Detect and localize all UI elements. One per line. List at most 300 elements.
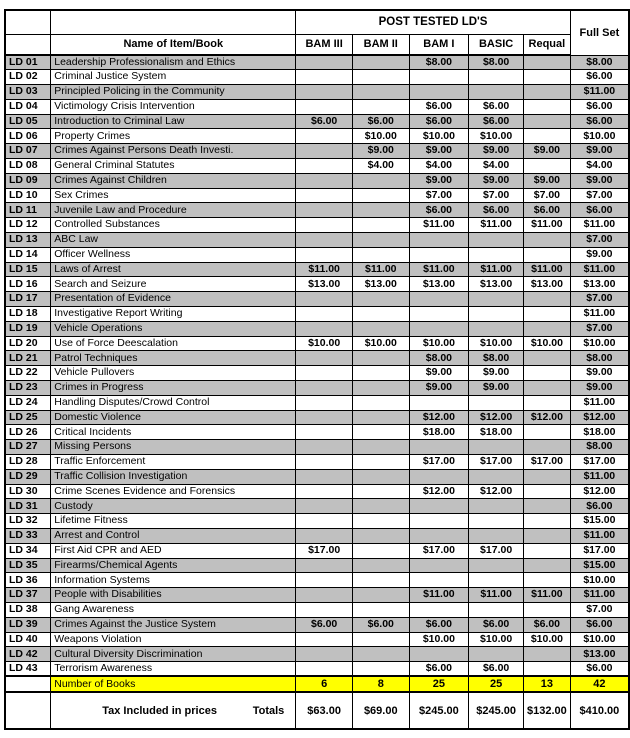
price-cell: $18.00 <box>469 425 524 440</box>
table-row <box>5 99 629 114</box>
total-cell: $63.00 <box>296 692 353 729</box>
table-row <box>5 292 629 307</box>
price-cell: $17.00 <box>409 543 469 558</box>
price-cell <box>409 558 469 573</box>
item-name-cell: Weapons Violation <box>51 632 296 647</box>
item-name-cell: Information Systems <box>51 573 296 588</box>
price-cell <box>409 469 469 484</box>
price-cell <box>409 233 469 248</box>
price-cell <box>296 321 353 336</box>
price-cell: $8.00 <box>409 55 469 70</box>
books-count-cell: 13 <box>524 676 571 692</box>
item-name-cell: Criminal Justice System <box>51 70 296 85</box>
price-cell <box>296 588 353 603</box>
price-cell: $7.00 <box>570 188 629 203</box>
price-cell <box>469 558 524 573</box>
table-row <box>5 247 629 262</box>
price-cell <box>524 529 571 544</box>
ld-price-table <box>4 9 630 730</box>
table-row <box>5 381 629 396</box>
price-cell: $12.00 <box>469 410 524 425</box>
price-cell: $12.00 <box>524 410 571 425</box>
full-set-header: Full Set <box>570 10 629 55</box>
total-cell: $69.00 <box>352 692 409 729</box>
item-name-cell: Vehicle Operations <box>51 321 296 336</box>
item-name-cell: Officer Wellness <box>51 247 296 262</box>
table-row <box>5 70 629 85</box>
col-header-bam3: BAM III <box>296 34 353 55</box>
table-row <box>5 233 629 248</box>
item-name-cell: Crimes in Progress <box>51 381 296 396</box>
price-cell <box>409 307 469 322</box>
price-cell: $4.00 <box>409 159 469 174</box>
ld-number-cell: LD 01 <box>5 55 51 70</box>
price-cell <box>296 366 353 381</box>
ld-number-cell: LD 14 <box>5 247 51 262</box>
books-count-cell: 25 <box>469 676 524 692</box>
table-row <box>5 277 629 292</box>
table-row <box>5 218 629 233</box>
price-cell: $7.00 <box>524 188 571 203</box>
price-cell: $12.00 <box>570 410 629 425</box>
price-cell <box>296 573 353 588</box>
price-cell <box>409 514 469 529</box>
ld-number-cell: LD 12 <box>5 218 51 233</box>
price-cell <box>524 440 571 455</box>
price-cell <box>409 602 469 617</box>
ld-number-cell: LD 39 <box>5 617 51 632</box>
price-cell: $6.00 <box>469 99 524 114</box>
price-cell: $9.00 <box>524 144 571 159</box>
price-cell: $6.00 <box>409 617 469 632</box>
table-row <box>5 321 629 336</box>
price-cell <box>469 529 524 544</box>
price-cell <box>352 395 409 410</box>
price-cell <box>352 469 409 484</box>
price-cell: $9.00 <box>570 247 629 262</box>
price-cell <box>352 307 409 322</box>
price-cell <box>469 70 524 85</box>
price-cell: $11.00 <box>469 262 524 277</box>
table-row <box>5 662 629 677</box>
price-cell <box>296 484 353 499</box>
ld-number-cell: LD 29 <box>5 469 51 484</box>
price-cell <box>296 410 353 425</box>
item-name-cell: Traffic Collision Investigation <box>51 469 296 484</box>
price-cell <box>524 662 571 677</box>
price-cell <box>296 632 353 647</box>
price-cell: $12.00 <box>409 484 469 499</box>
price-cell <box>296 395 353 410</box>
books-count-cell: 8 <box>352 676 409 692</box>
price-cell <box>524 247 571 262</box>
totals-blank-cell <box>5 692 51 729</box>
ld-header-blank2 <box>5 34 51 55</box>
item-name-cell: Introduction to Criminal Law <box>51 114 296 129</box>
item-name-cell: Gang Awareness <box>51 602 296 617</box>
price-cell: $7.00 <box>570 292 629 307</box>
item-name-cell: Firearms/Chemical Agents <box>51 558 296 573</box>
ld-number-cell: LD 26 <box>5 425 51 440</box>
price-cell <box>352 99 409 114</box>
price-cell: $10.00 <box>524 336 571 351</box>
price-cell <box>524 499 571 514</box>
price-cell <box>352 381 409 396</box>
price-cell <box>469 469 524 484</box>
price-cell: $7.00 <box>570 321 629 336</box>
price-cell: $9.00 <box>409 144 469 159</box>
ld-number-cell: LD 43 <box>5 662 51 677</box>
books-blank-cell <box>5 676 51 692</box>
item-name-cell: Search and Seizure <box>51 277 296 292</box>
price-cell: $17.00 <box>570 455 629 470</box>
price-cell: $6.00 <box>570 617 629 632</box>
price-cell: $11.00 <box>570 395 629 410</box>
table-row <box>5 543 629 558</box>
total-cell: $410.00 <box>570 692 629 729</box>
summary-rows <box>5 676 629 729</box>
table-row <box>5 602 629 617</box>
price-cell <box>296 662 353 677</box>
price-cell: $10.00 <box>524 632 571 647</box>
ld-number-cell: LD 25 <box>5 410 51 425</box>
price-cell <box>409 70 469 85</box>
price-cell: $6.00 <box>469 203 524 218</box>
price-cell: $6.00 <box>524 617 571 632</box>
price-cell <box>409 247 469 262</box>
ld-number-cell: LD 18 <box>5 307 51 322</box>
price-cell <box>352 647 409 662</box>
price-cell: $18.00 <box>570 425 629 440</box>
number-of-books-row <box>5 676 629 692</box>
price-cell <box>524 573 571 588</box>
table-row <box>5 55 629 70</box>
table-row <box>5 351 629 366</box>
price-cell: $11.00 <box>352 262 409 277</box>
price-cell: $10.00 <box>570 129 629 144</box>
table-row <box>5 395 629 410</box>
ld-rows <box>5 55 629 676</box>
price-cell <box>524 425 571 440</box>
price-cell <box>469 514 524 529</box>
item-name-cell: First Aid CPR and AED <box>51 543 296 558</box>
price-cell: $8.00 <box>570 351 629 366</box>
price-cell: $9.00 <box>469 381 524 396</box>
price-cell <box>296 440 353 455</box>
item-name-cell: Crimes Against Children <box>51 173 296 188</box>
price-cell <box>296 173 353 188</box>
price-cell <box>296 70 353 85</box>
price-cell: $6.00 <box>469 114 524 129</box>
price-cell <box>352 233 409 248</box>
price-cell: $8.00 <box>469 55 524 70</box>
table-row <box>5 188 629 203</box>
price-cell: $4.00 <box>352 159 409 174</box>
price-cell <box>352 440 409 455</box>
price-cell <box>524 307 571 322</box>
ld-number-cell: LD 02 <box>5 70 51 85</box>
table-row <box>5 499 629 514</box>
price-cell <box>524 292 571 307</box>
price-cell: $11.00 <box>570 529 629 544</box>
col-header-bam1: BAM I <box>409 34 469 55</box>
price-cell <box>469 85 524 100</box>
price-cell <box>296 425 353 440</box>
item-name-cell: Vehicle Pullovers <box>51 366 296 381</box>
item-name-cell: Patrol Techniques <box>51 351 296 366</box>
price-cell <box>352 366 409 381</box>
ld-number-cell: LD 35 <box>5 558 51 573</box>
price-cell: $11.00 <box>469 218 524 233</box>
price-cell <box>469 499 524 514</box>
table-row <box>5 440 629 455</box>
price-cell: $6.00 <box>296 617 353 632</box>
price-cell <box>296 602 353 617</box>
price-cell <box>524 484 571 499</box>
ld-number-cell: LD 24 <box>5 395 51 410</box>
item-name-cell: Property Crimes <box>51 129 296 144</box>
item-name-cell: General Criminal Statutes <box>51 159 296 174</box>
price-cell <box>352 543 409 558</box>
price-cell <box>296 529 353 544</box>
ld-number-cell: LD 31 <box>5 499 51 514</box>
ld-number-cell: LD 42 <box>5 647 51 662</box>
price-cell: $9.00 <box>570 173 629 188</box>
price-cell <box>296 558 353 573</box>
price-cell: $17.00 <box>524 455 571 470</box>
col-header-bam2: BAM II <box>352 34 409 55</box>
item-name-cell: Lifetime Fitness <box>51 514 296 529</box>
price-cell <box>409 499 469 514</box>
price-cell: $11.00 <box>469 588 524 603</box>
ld-number-cell: LD 32 <box>5 514 51 529</box>
table-row <box>5 647 629 662</box>
header-row-columns <box>5 34 629 55</box>
price-cell: $6.00 <box>570 203 629 218</box>
price-cell <box>296 469 353 484</box>
table-row <box>5 144 629 159</box>
price-cell <box>296 129 353 144</box>
books-count-cell: 42 <box>570 676 629 692</box>
price-cell <box>352 173 409 188</box>
price-cell <box>469 321 524 336</box>
price-cell <box>409 573 469 588</box>
table-row <box>5 410 629 425</box>
price-cell: $9.00 <box>469 144 524 159</box>
price-cell: $9.00 <box>524 173 571 188</box>
price-cell: $13.00 <box>524 277 571 292</box>
price-cell <box>296 247 353 262</box>
price-cell <box>524 129 571 144</box>
price-cell <box>296 499 353 514</box>
price-cell: $9.00 <box>469 173 524 188</box>
price-cell <box>524 114 571 129</box>
price-cell: $13.00 <box>570 277 629 292</box>
price-cell <box>409 647 469 662</box>
table-row <box>5 617 629 632</box>
item-name-cell: Laws of Arrest <box>51 262 296 277</box>
table-row <box>5 336 629 351</box>
price-cell <box>524 55 571 70</box>
price-cell: $10.00 <box>469 336 524 351</box>
table-row <box>5 588 629 603</box>
totals-row <box>5 692 629 729</box>
price-cell <box>296 381 353 396</box>
price-cell <box>524 602 571 617</box>
col-header-basic: BASIC <box>469 34 524 55</box>
price-cell <box>352 70 409 85</box>
price-cell: $11.00 <box>570 307 629 322</box>
price-cell: $7.00 <box>469 188 524 203</box>
price-cell: $8.00 <box>469 351 524 366</box>
ld-number-cell: LD 11 <box>5 203 51 218</box>
price-cell <box>524 381 571 396</box>
price-cell <box>352 662 409 677</box>
price-cell <box>524 159 571 174</box>
price-cell <box>352 188 409 203</box>
price-cell: $9.00 <box>409 173 469 188</box>
table-row <box>5 573 629 588</box>
price-cell: $7.00 <box>409 188 469 203</box>
price-cell <box>296 218 353 233</box>
price-cell <box>352 218 409 233</box>
totals-label: Totals <box>252 704 285 717</box>
col-header-requal: Requal <box>524 34 571 55</box>
ld-number-cell: LD 33 <box>5 529 51 544</box>
ld-number-cell: LD 19 <box>5 321 51 336</box>
table-row <box>5 262 629 277</box>
item-name-cell: Presentation of Evidence <box>51 292 296 307</box>
price-cell: $9.00 <box>469 366 524 381</box>
price-cell <box>352 588 409 603</box>
table-row <box>5 114 629 129</box>
price-cell: $6.00 <box>524 203 571 218</box>
total-cell: $245.00 <box>469 692 524 729</box>
price-cell <box>296 647 353 662</box>
price-cell <box>524 514 571 529</box>
price-cell <box>524 558 571 573</box>
price-cell <box>296 55 353 70</box>
price-cell: $10.00 <box>409 632 469 647</box>
price-cell <box>352 247 409 262</box>
price-cell <box>409 440 469 455</box>
item-name-cell: Crimes Against the Justice System <box>51 617 296 632</box>
price-cell <box>352 529 409 544</box>
item-name-cell: Domestic Violence <box>51 410 296 425</box>
item-name-cell: Missing Persons <box>51 440 296 455</box>
price-cell: $11.00 <box>570 469 629 484</box>
item-name-cell: Principled Policing in the Community <box>51 85 296 100</box>
books-label-cell: Number of Books <box>51 676 296 692</box>
price-cell: $17.00 <box>469 543 524 558</box>
price-cell: $10.00 <box>352 336 409 351</box>
ld-number-cell: LD 27 <box>5 440 51 455</box>
price-cell <box>524 99 571 114</box>
table-row <box>5 203 629 218</box>
price-cell <box>469 602 524 617</box>
price-cell: $13.00 <box>296 277 353 292</box>
price-cell <box>524 366 571 381</box>
books-count-cell: 6 <box>296 676 353 692</box>
price-cell: $6.00 <box>409 99 469 114</box>
price-cell: $6.00 <box>409 203 469 218</box>
price-cell <box>524 395 571 410</box>
table-header <box>5 10 629 55</box>
price-cell: $11.00 <box>524 262 571 277</box>
price-cell <box>352 514 409 529</box>
price-cell: $15.00 <box>570 558 629 573</box>
table-row <box>5 366 629 381</box>
price-cell: $11.00 <box>409 262 469 277</box>
price-cell: $11.00 <box>409 588 469 603</box>
price-cell: $17.00 <box>570 543 629 558</box>
item-name-cell: Sex Crimes <box>51 188 296 203</box>
price-cell: $13.00 <box>469 277 524 292</box>
price-cell <box>524 469 571 484</box>
price-cell: $10.00 <box>570 573 629 588</box>
item-name-cell: Traffic Enforcement <box>51 455 296 470</box>
ld-header-blank <box>5 10 51 34</box>
ld-number-cell: LD 37 <box>5 588 51 603</box>
item-name-cell: Victimology Crisis Intervention <box>51 99 296 114</box>
price-cell <box>352 558 409 573</box>
price-cell <box>352 351 409 366</box>
ld-number-cell: LD 03 <box>5 85 51 100</box>
item-name-cell: Crime Scenes Evidence and Forensics <box>51 484 296 499</box>
ld-number-cell: LD 40 <box>5 632 51 647</box>
price-cell <box>409 85 469 100</box>
price-cell <box>352 455 409 470</box>
price-cell <box>352 55 409 70</box>
price-cell: $11.00 <box>570 588 629 603</box>
price-cell: $11.00 <box>524 588 571 603</box>
price-cell <box>469 307 524 322</box>
price-cell <box>352 632 409 647</box>
price-cell: $11.00 <box>570 85 629 100</box>
ld-number-cell: LD 17 <box>5 292 51 307</box>
price-cell <box>296 159 353 174</box>
price-cell: $10.00 <box>469 632 524 647</box>
price-cell: $10.00 <box>352 129 409 144</box>
price-cell: $8.00 <box>570 55 629 70</box>
price-cell: $6.00 <box>352 114 409 129</box>
price-cell: $11.00 <box>570 262 629 277</box>
price-cell: $11.00 <box>409 218 469 233</box>
post-tested-header: POST TESTED LD'S <box>296 10 570 34</box>
price-cell <box>296 85 353 100</box>
ld-number-cell: LD 20 <box>5 336 51 351</box>
price-cell: $17.00 <box>469 455 524 470</box>
item-name-cell: Juvenile Law and Procedure <box>51 203 296 218</box>
price-cell <box>469 247 524 262</box>
price-cell: $4.00 <box>570 159 629 174</box>
price-cell <box>296 292 353 307</box>
price-cell <box>296 99 353 114</box>
ld-number-cell: LD 30 <box>5 484 51 499</box>
price-cell <box>352 499 409 514</box>
price-cell <box>524 70 571 85</box>
price-cell <box>296 144 353 159</box>
price-cell <box>352 321 409 336</box>
price-cell: $6.00 <box>469 662 524 677</box>
name-column-header: Name of Item/Book <box>51 34 296 55</box>
price-cell <box>524 543 571 558</box>
price-cell <box>524 321 571 336</box>
price-cell: $4.00 <box>469 159 524 174</box>
price-cell: $10.00 <box>570 632 629 647</box>
price-cell: $12.00 <box>570 484 629 499</box>
price-cell <box>296 351 353 366</box>
